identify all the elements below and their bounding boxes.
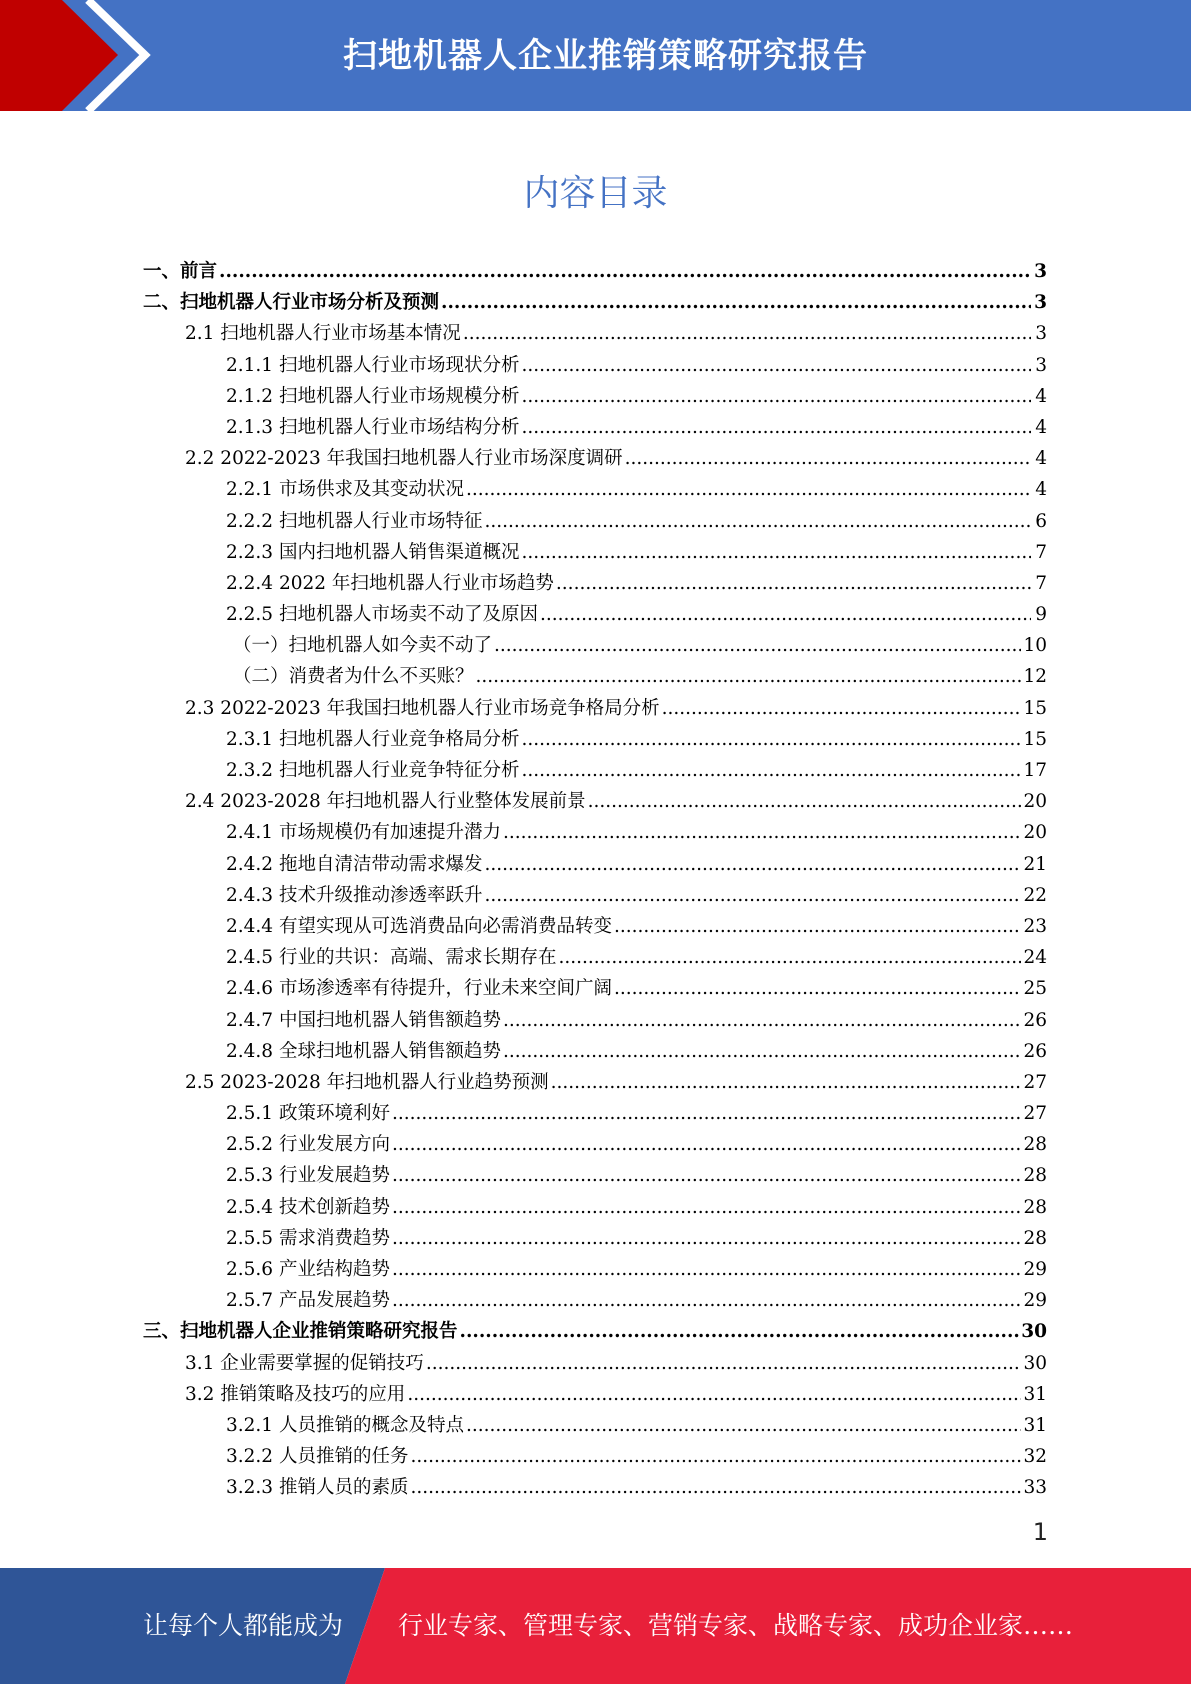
toc-dot-leader <box>392 1223 1021 1254</box>
toc-entry[interactable] <box>143 287 1047 318</box>
toc-entry[interactable] <box>143 1223 1047 1254</box>
toc-entry-page: 31 <box>1023 1414 1047 1436</box>
toc-title: 内容目录 <box>523 173 668 214</box>
toc-entry-label: 二、扫地机器人行业市场分析及预测 <box>143 292 440 314</box>
toc-entry-label: 一、前言 <box>143 261 218 282</box>
toc-entry-label: 2.2.2 扫地机器人行业市场特征 <box>226 510 483 532</box>
toc-entry-page: 30 <box>1023 1352 1047 1374</box>
toc-entry-label: 2.1.1 扫地机器人行业市场现状分析 <box>226 354 520 376</box>
toc-entry-page: 28 <box>1023 1165 1047 1187</box>
toc-dot-leader <box>466 1410 1021 1441</box>
toc-dot-leader <box>551 1067 1022 1098</box>
toc-entry[interactable] <box>143 506 1047 537</box>
toc-dot-leader <box>392 1285 1021 1316</box>
toc-entry-label: 2.5.6 产业结构趋势 <box>226 1259 390 1280</box>
toc-dot-leader <box>484 506 1031 537</box>
toc-entry[interactable] <box>143 381 1047 412</box>
toc-entry-page: 4 <box>1035 448 1047 470</box>
toc-dot-leader <box>463 318 1031 349</box>
toc-entry-label: 3.1 企业需要掌握的促销技巧 <box>185 1352 424 1374</box>
toc-dot-leader <box>521 755 1021 786</box>
toc-entry-page: 20 <box>1023 791 1047 813</box>
toc-entry-label: 3.2.1 人员推销的概念及特点 <box>226 1414 464 1436</box>
toc-entry[interactable] <box>143 1160 1047 1191</box>
toc-entry[interactable] <box>143 1067 1047 1098</box>
toc-dot-leader <box>426 1348 1022 1379</box>
toc-dot-leader <box>466 474 1031 505</box>
toc-entry-label: 2.4.7 中国扫地机器人销售额趋势 <box>226 1009 501 1031</box>
toc-entry[interactable] <box>143 1098 1047 1129</box>
toc-entry[interactable] <box>143 1036 1047 1067</box>
toc-entry-page: 25 <box>1023 978 1047 1000</box>
toc-entry[interactable] <box>143 350 1047 381</box>
toc-dot-leader <box>503 1036 1021 1067</box>
toc-entry-page: 22 <box>1023 884 1047 906</box>
toc-dot-leader <box>614 911 1021 942</box>
toc-entry-label: 三、扫地机器人企业推销策略研究报告 <box>143 1321 458 1343</box>
toc-entry[interactable] <box>143 817 1047 848</box>
toc-entry-page: 27 <box>1023 1103 1047 1125</box>
footer-slogan-left: 让每个人都能成为 <box>143 1611 344 1640</box>
toc-dot-leader <box>521 724 1021 755</box>
toc-entry-label: 2.1.3 扫地机器人行业市场结构分析 <box>226 416 520 438</box>
toc-entry-label: 2.2.5 扫地机器人市场卖不动了及原因 <box>226 604 538 626</box>
toc-entry-page: 27 <box>1023 1071 1047 1093</box>
toc-entry-page: 31 <box>1023 1383 1047 1405</box>
toc-entry[interactable] <box>143 1192 1047 1223</box>
toc-entry[interactable] <box>143 1441 1047 1472</box>
toc-dot-leader <box>662 693 1022 724</box>
toc-dot-leader <box>614 973 1021 1004</box>
toc-dot-leader <box>410 1441 1021 1472</box>
toc-dot-leader <box>588 786 1022 817</box>
toc-dot-leader <box>460 1316 1020 1347</box>
toc-entry-label: （二）消费者为什么不买账？ <box>233 666 474 688</box>
toc-entry[interactable] <box>143 1379 1047 1410</box>
toc-dot-leader <box>484 880 1021 911</box>
toc-entry-label: 2.5.4 技术创新趋势 <box>226 1196 390 1218</box>
toc-entry[interactable] <box>143 1472 1047 1503</box>
toc-entry-page: 17 <box>1023 760 1047 781</box>
toc-entry-page: 26 <box>1023 1040 1047 1062</box>
toc-entry-label: 2.2.1 市场供求及其变动状况 <box>226 479 464 501</box>
toc-entry-label: 2.1 扫地机器人行业市场基本情况 <box>185 323 461 345</box>
toc-dot-leader <box>540 599 1031 630</box>
toc-entry-page: 3 <box>1034 292 1047 314</box>
toc-dot-leader <box>556 568 1031 599</box>
toc-entry-page: 15 <box>1023 728 1047 750</box>
toc-entry-page: 26 <box>1023 1009 1047 1031</box>
toc-entry-page: 9 <box>1035 604 1047 626</box>
toc-entry-page: 20 <box>1023 822 1047 844</box>
toc-entry-label: 2.4.5 行业的共识：高端、需求长期存在 <box>226 947 557 969</box>
toc-entry-page: 24 <box>1023 947 1047 969</box>
toc-entry-label: 2.2.4 2022 年扫地机器人行业市场趋势 <box>226 572 554 594</box>
toc-entry-label: 2.4.4 有望实现从可选消费品向必需消费品转变 <box>226 915 612 937</box>
toc-entry[interactable] <box>143 1316 1047 1347</box>
toc-dot-leader <box>392 1192 1021 1223</box>
toc-entry-page: 7 <box>1035 572 1047 594</box>
toc-entry-label: 2.2 2022-2023 年我国扫地机器人行业市场深度调研 <box>185 448 623 470</box>
toc-entry-page: 4 <box>1035 385 1047 407</box>
toc-entry-page: 3 <box>1035 354 1047 376</box>
toc-entry[interactable] <box>143 849 1047 880</box>
header-title: 扫地机器人企业推销策略研究报告 <box>343 36 868 76</box>
toc-dot-leader <box>484 849 1021 880</box>
toc-entry[interactable] <box>143 786 1047 817</box>
toc-entry-label: 3.2 推销策略及技巧的应用 <box>185 1383 406 1405</box>
toc-entry[interactable] <box>143 1285 1047 1316</box>
toc-entry[interactable] <box>143 1254 1047 1285</box>
toc-entry-label: 3.2.3 推销人员的素质 <box>226 1477 409 1499</box>
toc-entry[interactable] <box>143 412 1047 443</box>
toc-entry[interactable] <box>143 1005 1047 1036</box>
toc-entry-label: 2.3.1 扫地机器人行业竞争格局分析 <box>226 728 520 750</box>
toc-entry-label: 2.5.3 行业发展趋势 <box>226 1165 390 1187</box>
toc-entry-page: 28 <box>1023 1196 1047 1218</box>
toc-entry-label: 2.4.3 技术升级推动渗透率跃升 <box>226 884 483 906</box>
toc-entry[interactable] <box>143 942 1047 973</box>
toc-entry[interactable] <box>143 256 1047 287</box>
toc-entry-page: 10 <box>1023 635 1047 657</box>
toc-dot-leader <box>392 1254 1021 1285</box>
toc-entry-page: 29 <box>1023 1290 1047 1312</box>
toc-entry-label: 3.2.2 人员推销的任务 <box>226 1446 409 1468</box>
page-footer <box>0 1568 1191 1684</box>
toc-entry-page: 7 <box>1035 541 1047 563</box>
toc-entry-label: 2.3 2022-2023 年我国扫地机器人行业市场竞争格局分析 <box>185 697 660 719</box>
toc-dot-leader <box>494 630 1021 661</box>
toc-dot-leader <box>521 412 1031 443</box>
toc-entry[interactable] <box>143 1348 1047 1379</box>
toc-entry-page: 33 <box>1023 1477 1047 1499</box>
toc-entry-label: 2.5.1 政策环境利好 <box>226 1103 390 1125</box>
toc-entry[interactable] <box>143 661 1047 692</box>
toc-entry[interactable] <box>143 1410 1047 1441</box>
toc-entry[interactable] <box>143 724 1047 755</box>
toc-dot-leader <box>625 443 1031 474</box>
toc-entry-page: 23 <box>1023 915 1047 937</box>
toc-entry-page: 29 <box>1023 1259 1047 1280</box>
toc-entry[interactable] <box>143 693 1047 724</box>
toc-entry-label: 2.4.8 全球扫地机器人销售额趋势 <box>226 1040 501 1062</box>
toc-entry-page: 21 <box>1023 853 1047 875</box>
toc-entry-page: 4 <box>1035 416 1047 438</box>
toc-entry-page: 32 <box>1023 1446 1047 1468</box>
table-of-contents <box>143 256 1047 1504</box>
toc-entry-label: 2.5.5 需求消费趋势 <box>226 1227 390 1249</box>
toc-entry[interactable] <box>143 911 1047 942</box>
toc-entry[interactable] <box>143 755 1047 786</box>
toc-entry[interactable] <box>143 1129 1047 1160</box>
toc-dot-leader <box>410 1472 1021 1503</box>
toc-dot-leader <box>503 817 1021 848</box>
toc-entry-page: 12 <box>1023 666 1047 688</box>
toc-dot-leader <box>392 1098 1021 1129</box>
toc-entry[interactable] <box>143 443 1047 474</box>
toc-dot-leader <box>219 256 1031 287</box>
toc-entry-label: 2.4.6 市场渗透率有待提升，行业未来空间广阔 <box>226 978 612 1000</box>
toc-entry-page: 3 <box>1035 323 1047 345</box>
toc-dot-leader <box>476 661 1022 692</box>
toc-entry-page: 3 <box>1034 261 1047 282</box>
toc-entry-label: 2.4.2 拖地自清洁带动需求爆发 <box>226 853 483 875</box>
toc-entry[interactable] <box>143 568 1047 599</box>
toc-entry[interactable] <box>143 630 1047 661</box>
toc-dot-leader <box>392 1129 1021 1160</box>
toc-dot-leader <box>441 287 1031 318</box>
toc-entry[interactable] <box>143 318 1047 349</box>
toc-dot-leader <box>521 381 1031 412</box>
toc-entry[interactable] <box>143 537 1047 568</box>
toc-dot-leader <box>392 1160 1021 1191</box>
toc-entry-page: 6 <box>1035 510 1047 532</box>
page-number: 1 <box>1032 1518 1048 1546</box>
toc-entry-label: 2.4.1 市场规模仍有加速提升潜力 <box>226 822 501 844</box>
toc-entry-label: 2.1.2 扫地机器人行业市场规模分析 <box>226 385 520 407</box>
toc-dot-leader <box>521 537 1031 568</box>
toc-entry-page: 28 <box>1023 1134 1047 1156</box>
toc-entry-label: 2.2.3 国内扫地机器人销售渠道概况 <box>226 541 520 563</box>
toc-dot-leader <box>558 942 1021 973</box>
toc-entry-label: （一）扫地机器人如今卖不动了 <box>233 635 493 657</box>
footer-slogan-right: 行业专家、管理专家、营销专家、战略专家、成功企业家…… <box>398 1611 1074 1640</box>
toc-entry-page: 30 <box>1021 1321 1047 1343</box>
toc-entry[interactable] <box>143 973 1047 1004</box>
toc-entry[interactable] <box>143 474 1047 505</box>
toc-entry-label: 2.3.2 扫地机器人行业竞争特征分析 <box>226 760 520 781</box>
toc-entry-label: 2.5.2 行业发展方向 <box>226 1134 390 1156</box>
toc-entry[interactable] <box>143 599 1047 630</box>
toc-entry-page: 4 <box>1035 479 1047 501</box>
toc-entry-page: 15 <box>1023 697 1047 719</box>
toc-entry[interactable] <box>143 880 1047 911</box>
toc-entry-page: 28 <box>1023 1227 1047 1249</box>
page-header <box>0 0 1191 111</box>
toc-entry-label: 2.4 2023-2028 年扫地机器人行业整体发展前景 <box>185 791 586 813</box>
toc-dot-leader <box>407 1379 1021 1410</box>
toc-dot-leader <box>503 1005 1021 1036</box>
toc-dot-leader <box>521 350 1031 381</box>
toc-entry-label: 2.5 2023-2028 年扫地机器人行业趋势预测 <box>185 1071 549 1093</box>
toc-entry-label: 2.5.7 产品发展趋势 <box>226 1290 390 1312</box>
